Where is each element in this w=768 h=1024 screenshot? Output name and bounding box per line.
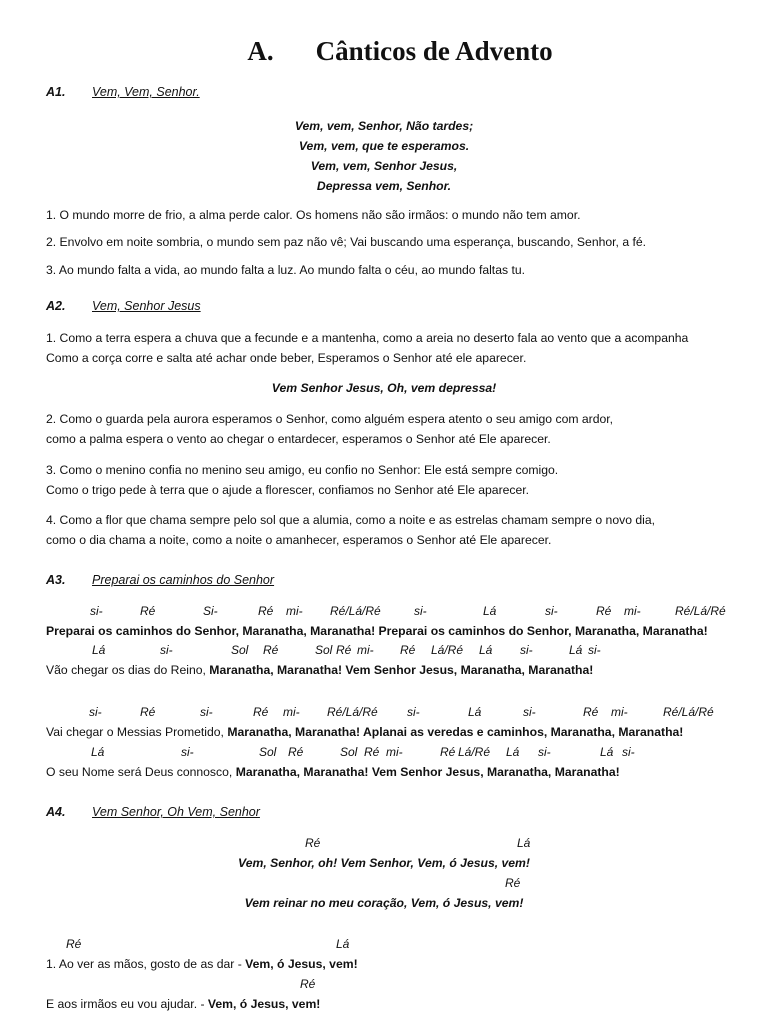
lyric-line: Preparai os caminhos do Senhor, Maranatha, Maranatha! Preparai os caminhos do Senhor, Maranatha, Maranatha! (46, 624, 708, 638)
chord: Sol (315, 643, 333, 657)
chord: si- (407, 705, 420, 719)
chord: si- (90, 604, 103, 618)
verse-line: como o dia chama a noite, como a noite o amanhecer, esperamos o Senhor até Ele aparecer. (46, 533, 552, 547)
verse-line: 3. Como o menino confia no menino seu amigo, eu confio no Senhor: Ele está sempre comigo. (46, 463, 559, 477)
chord: mi- (357, 643, 374, 657)
refrain-line: Vem Senhor Jesus, Oh, vem depressa! (271, 381, 497, 395)
chord: mi- (286, 604, 303, 618)
lyric-bold: Vem, ó Jesus, vem! (245, 957, 358, 971)
chord: Lá (506, 745, 520, 759)
chord: Lá (92, 643, 106, 657)
verse-line: 2. Envolvo em noite sombria, o mundo sem paz não vê; Vai buscando uma esperança, buscando, Senhor, a fé. (46, 235, 647, 249)
chord: si- (538, 745, 551, 759)
chord: Lá/Ré (458, 745, 491, 759)
verse-line: como a palma espera o vento ao chegar o entardecer, esperamos o Senhor até Ele aparecer. (46, 432, 551, 446)
chord: mi- (611, 705, 628, 719)
chord: Ré (253, 705, 269, 719)
lyric-plain: O seu Nome será Deus connosco, (46, 765, 236, 779)
refrain-line: Vem, vem, que te esperamos. (298, 139, 470, 153)
refrain-line: Vem, vem, Senhor, Não tardes; (294, 119, 474, 133)
chord: mi- (283, 705, 300, 719)
chord: Ré (66, 937, 82, 951)
chord: Ré (400, 643, 416, 657)
page-title (0, 36, 768, 67)
lyric-line (46, 765, 620, 779)
chord: Ré (288, 745, 304, 759)
chord: Sol (231, 643, 249, 657)
chord: si- (181, 745, 194, 759)
chord: Ré/Lá/Ré (330, 604, 381, 618)
chord: si- (200, 705, 213, 719)
verse-line: 1. O mundo morre de frio, a alma perde calor. Os homens não são irmãos: o mundo não tem amor. (46, 208, 581, 222)
chord: Lá (468, 705, 482, 719)
chord: Lá (600, 745, 614, 759)
chord: Ré (364, 745, 380, 759)
chord: si- (520, 643, 533, 657)
section-name: Vem, Senhor Jesus (92, 299, 201, 313)
lyric-line (46, 725, 683, 739)
chord: si- (160, 643, 173, 657)
chord: Ré (596, 604, 612, 618)
verse-line: Como o trigo pede à terra que o ajude a florescer, confiamos no Senhor até Ele aparecer. (46, 483, 530, 497)
lyric-plain: Vai chegar o Messias Prometido, (46, 725, 228, 739)
chord: Ré/Lá/Ré (675, 604, 726, 618)
section-a3-heading (46, 573, 274, 587)
chord: Ré (336, 643, 352, 657)
section-number: A3. (46, 573, 66, 587)
section-number: A4. (46, 805, 66, 819)
chord: Ré (440, 745, 456, 759)
chord: Lá (336, 937, 350, 951)
section-a1-heading (46, 85, 200, 99)
chord: Lá (479, 643, 493, 657)
chord: Ré (305, 836, 321, 850)
chord: Ré (140, 604, 156, 618)
verse-line: 2. Como o guarda pela aurora esperamos o Senhor, como alguém espera atento o seu amigo com ardor, (46, 412, 614, 426)
chord: Lá (517, 836, 531, 850)
lyric-line (46, 957, 358, 971)
section-name: Vem Senhor, Oh Vem, Senhor (92, 805, 260, 819)
lyric-bold: Maranatha, Maranatha! Vem Senhor Jesus, Maranatha, Maranatha! (235, 765, 620, 779)
chord: si- (523, 705, 536, 719)
section-a2-heading (46, 299, 201, 313)
section-name: Preparai os caminhos do Senhor (92, 573, 275, 587)
chord: Si- (203, 604, 218, 618)
chord: Ré (583, 705, 599, 719)
refrain-line: Depressa vem, Senhor. (316, 179, 452, 193)
chord: si- (588, 643, 601, 657)
title-letter: A. (247, 36, 274, 66)
chord: Ré (140, 705, 156, 719)
chord: Ré (263, 643, 279, 657)
refrain-line: Vem, Senhor, oh! Vem Senhor, Vem, ó Jesus, vem! (238, 856, 530, 870)
lyric-line (46, 663, 593, 677)
chord: si- (414, 604, 427, 618)
chord: mi- (624, 604, 641, 618)
lyric-line (46, 997, 320, 1011)
title-text: Cânticos de Advento (315, 36, 553, 66)
section-name: Vem, Vem, Senhor. (92, 85, 200, 99)
refrain-line: Vem reinar no meu coração, Vem, ó Jesus, vem! (244, 896, 524, 910)
chord: Ré (505, 876, 521, 890)
chord: Lá (91, 745, 105, 759)
chord: Ré/Lá/Ré (327, 705, 378, 719)
lyric-plain: Vão chegar os dias do Reino, (46, 663, 210, 677)
chord: Ré (300, 977, 316, 991)
chord: Ré (258, 604, 274, 618)
lyric-plain: E aos irmãos eu vou ajudar. - (46, 997, 208, 1011)
chord: si- (622, 745, 635, 759)
chord: mi- (386, 745, 403, 759)
chord: Lá (569, 643, 583, 657)
verse-line: 4. Como a flor que chama sempre pelo sol que a alumia, como a noite e as estrelas chamam sempre o novo dia, (46, 513, 656, 527)
chord: Sol (259, 745, 277, 759)
verse-line: 1. Como a terra espera a chuva que a fecunde e a mantenha, como a areia no deserto fala ao vento que a acompanha (46, 331, 689, 345)
chord: Lá (483, 604, 497, 618)
lyric-bold: Maranatha, Maranatha! Aplanai as veredas e caminhos, Maranatha, Maranatha! (227, 725, 684, 739)
chord: Sol (340, 745, 358, 759)
chord: Ré/Lá/Ré (663, 705, 714, 719)
refrain-line: Vem, vem, Senhor Jesus, (310, 159, 458, 173)
verse-line: 3. Ao mundo falta a vida, ao mundo falta a luz. Ao mundo falta o céu, ao mundo faltas tu. (46, 263, 526, 277)
lyric-plain: 1. Ao ver as mãos, gosto de as dar - (46, 957, 246, 971)
section-a4-heading (46, 805, 260, 819)
lyric-bold: Vem, ó Jesus, vem! (207, 997, 321, 1011)
verse-line: Como a corça corre e salta até achar onde beber, Esperamos o Senhor até ele aparecer. (46, 351, 527, 365)
lyric-bold: Maranatha, Maranatha! Vem Senhor Jesus, Maranatha, Maranatha! (209, 663, 594, 677)
section-number: A1. (46, 85, 66, 99)
section-number: A2. (46, 299, 66, 313)
chord: si- (89, 705, 102, 719)
chord: Lá/Ré (431, 643, 464, 657)
chord: si- (545, 604, 558, 618)
